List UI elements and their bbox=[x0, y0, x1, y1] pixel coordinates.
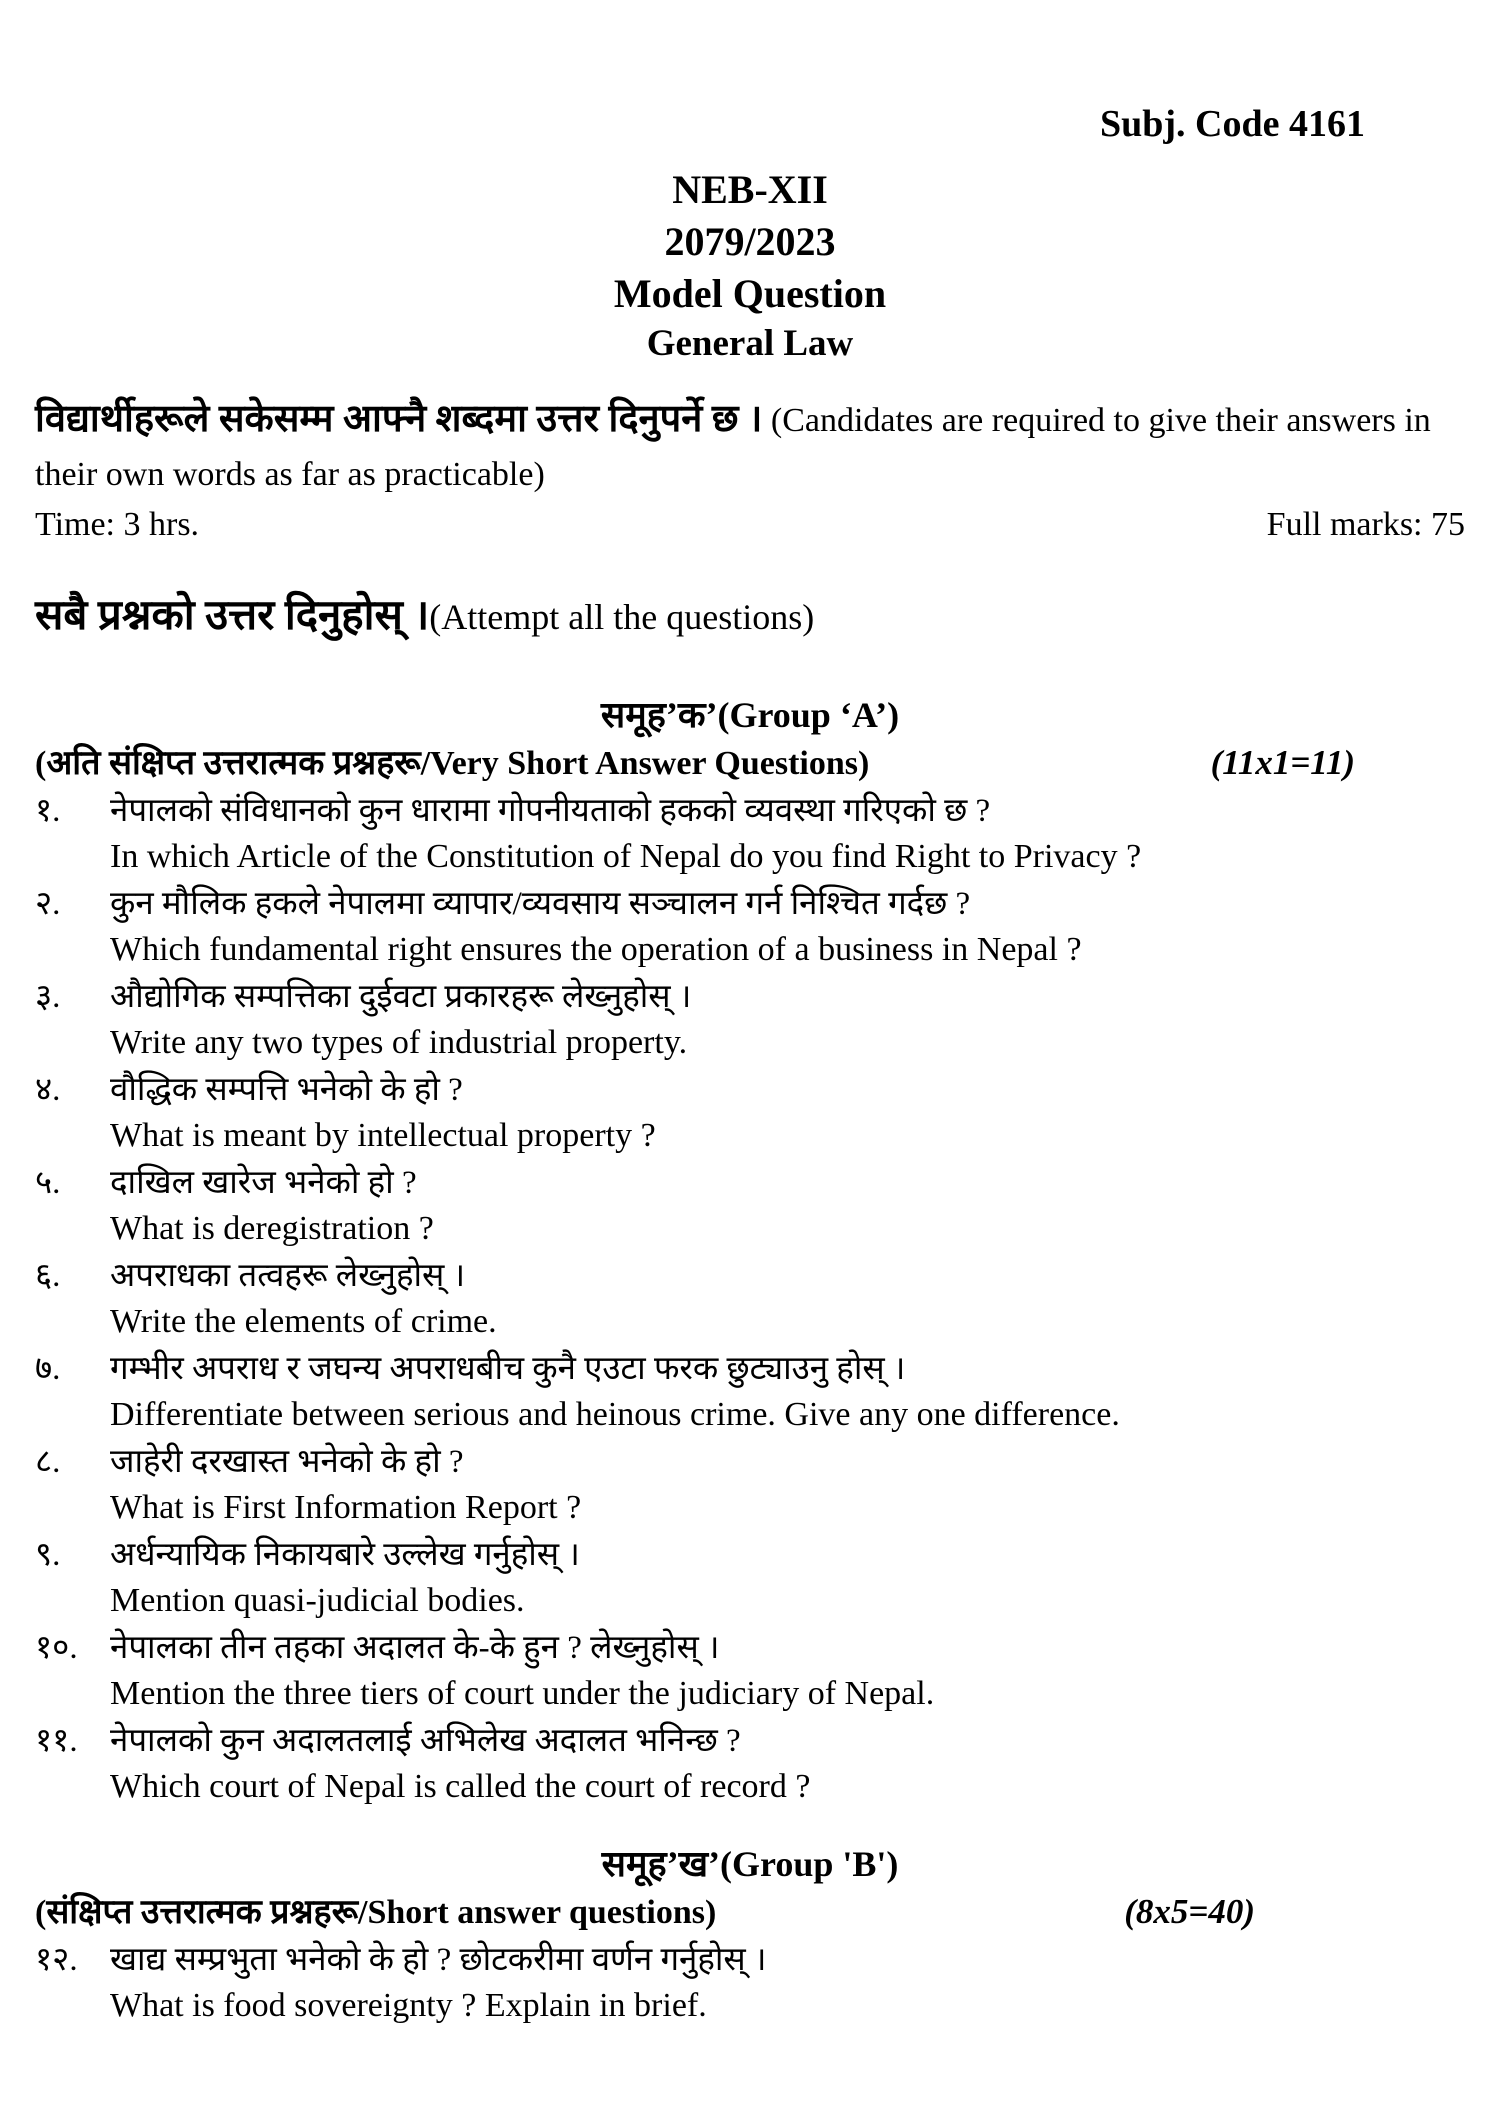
group-a-questions bbox=[35, 788, 1465, 1810]
candidate-instructions-english: (Candidates are required to give their answers in their own words as far as practicable) bbox=[35, 402, 1431, 493]
time-allowed: Time: 3 hrs. bbox=[35, 506, 200, 543]
header-block bbox=[35, 164, 1465, 368]
question-nepali: दाखिल खारेज भनेको हो ? bbox=[110, 1165, 417, 1201]
question-english: Mention quasi-judicial bodies. bbox=[110, 1582, 525, 1619]
group-a-title: समूह’क’(Group ‘A’) bbox=[600, 695, 900, 735]
question-number: ११. bbox=[35, 1723, 78, 1759]
full-marks: Full marks: 75 bbox=[1266, 506, 1465, 543]
question-number: ५. bbox=[35, 1165, 61, 1201]
question-number: २. bbox=[35, 886, 61, 922]
question-nepali: जाहेरी दरखास्त भनेको के हो ? bbox=[110, 1444, 464, 1480]
question-number: ३. bbox=[35, 979, 61, 1015]
question-number: ७. bbox=[35, 1351, 61, 1387]
question-item bbox=[35, 1067, 1465, 1159]
attempt-all-line bbox=[35, 588, 1465, 645]
exam-year: 2079/2023 bbox=[664, 219, 836, 264]
question-nepali: गम्भीर अपराध र जघन्य अपराधबीच कुनै एउटा फरक छुट्याउनु होस् । bbox=[110, 1351, 906, 1387]
page-title: Model Question bbox=[613, 271, 887, 316]
group-b-subtitle: (संक्षिप्त उत्तरात्मक प्रश्नहरू/Short answer questions) bbox=[35, 1894, 717, 1931]
question-item bbox=[35, 1718, 1465, 1810]
group-b-subtitle-row bbox=[35, 1888, 1465, 1937]
question-english: What is deregistration ? bbox=[110, 1210, 434, 1247]
question-english: Write the elements of crime. bbox=[110, 1303, 497, 1340]
question-english: What is food sovereignty ? Explain in brief. bbox=[110, 1987, 707, 2024]
question-nepali: नेपालका तीन तहका अदालत के-के हुन ? लेख्नुहोस् । bbox=[110, 1630, 720, 1666]
time-marks-row bbox=[35, 502, 1465, 548]
candidate-instructions-nepali: विद्यार्थीहरूले सकेसम्म आफ्नै शब्दमा उत्तर दिनुपर्ने छ । bbox=[35, 398, 763, 440]
board-title: NEB-XII bbox=[672, 167, 828, 212]
group-a-marks: (11x1=11) bbox=[1210, 743, 1355, 782]
question-number: १२. bbox=[35, 1942, 78, 1978]
question-number: १०. bbox=[35, 1630, 78, 1666]
group-b-questions bbox=[35, 1937, 1465, 2029]
question-item bbox=[35, 974, 1465, 1066]
question-item bbox=[35, 1937, 1465, 2029]
question-english: What is meant by intellectual property ? bbox=[110, 1117, 656, 1154]
exam-paper-page bbox=[0, 100, 1500, 2126]
group-b-marks: (8x5=40) bbox=[1124, 1892, 1255, 1931]
group-a-subtitle: (अति संक्षिप्त उत्तरात्मक प्रश्नहरू/Very Short Answer Questions) bbox=[35, 745, 870, 782]
question-item bbox=[35, 1439, 1465, 1531]
question-nepali: औद्योगिक सम्पत्तिका दुईवटा प्रकारहरू लेख्नुहोस् । bbox=[110, 979, 692, 1015]
question-number: ८. bbox=[35, 1444, 61, 1480]
question-nepali: अर्धन्यायिक निकायबारे उल्लेख गर्नुहोस् । bbox=[110, 1537, 580, 1573]
subject-title: General Law bbox=[646, 323, 854, 364]
question-nepali: कुन मौलिक हकले नेपालमा व्यापार/व्यवसाय सञ्चालन गर्न निश्चित गर्दछ ? bbox=[110, 886, 971, 922]
question-item bbox=[35, 1532, 1465, 1624]
question-number: ६. bbox=[35, 1258, 61, 1294]
question-item bbox=[35, 1625, 1465, 1717]
question-english: Write any two types of industrial property. bbox=[110, 1024, 688, 1061]
candidate-instructions bbox=[35, 392, 1465, 502]
attempt-all-nepali: सबै प्रश्नको उत्तर दिनुहोस् । bbox=[35, 593, 430, 639]
question-english: Which fundamental right ensures the operation of a business in Nepal ? bbox=[110, 931, 1082, 968]
question-nepali: नेपालको कुन अदालतलाई अभिलेख अदालत भनिन्छ ? bbox=[110, 1723, 741, 1759]
question-nepali: वौद्धिक सम्पत्ति भनेको के हो ? bbox=[110, 1072, 463, 1108]
question-nepali: खाद्य सम्प्रभुता भनेको के हो ? छोटकरीमा वर्णन गर्नुहोस् । bbox=[110, 1942, 767, 1978]
subject-code: Subj. Code 4161 bbox=[1100, 103, 1365, 145]
question-number: ४. bbox=[35, 1072, 61, 1108]
question-english: What is First Information Report ? bbox=[110, 1489, 582, 1526]
question-item bbox=[35, 788, 1465, 880]
attempt-all-english: (Attempt all the questions) bbox=[429, 597, 815, 637]
question-nepali: अपराधका तत्वहरू लेख्नुहोस् । bbox=[110, 1258, 466, 1294]
question-english: Which court of Nepal is called the court of record ? bbox=[110, 1768, 811, 1805]
question-number: ९. bbox=[35, 1537, 61, 1573]
group-b-title: समूह’ख’(Group 'B') bbox=[601, 1844, 899, 1884]
question-english: In which Article of the Constitution of Nepal do you find Right to Privacy ? bbox=[110, 838, 1142, 875]
question-english: Differentiate between serious and heinous crime. Give any one difference. bbox=[110, 1396, 1120, 1433]
question-item bbox=[35, 881, 1465, 973]
group-a-subtitle-row bbox=[35, 739, 1465, 788]
question-item bbox=[35, 1346, 1465, 1438]
question-item bbox=[35, 1160, 1465, 1252]
question-english: Mention the three tiers of court under the judiciary of Nepal. bbox=[110, 1675, 935, 1712]
question-nepali: नेपालको संविधानको कुन धारामा गोपनीयताको हकको व्यवस्था गरिएको छ ? bbox=[110, 793, 991, 829]
question-number: १. bbox=[35, 793, 61, 829]
question-item bbox=[35, 1253, 1465, 1345]
